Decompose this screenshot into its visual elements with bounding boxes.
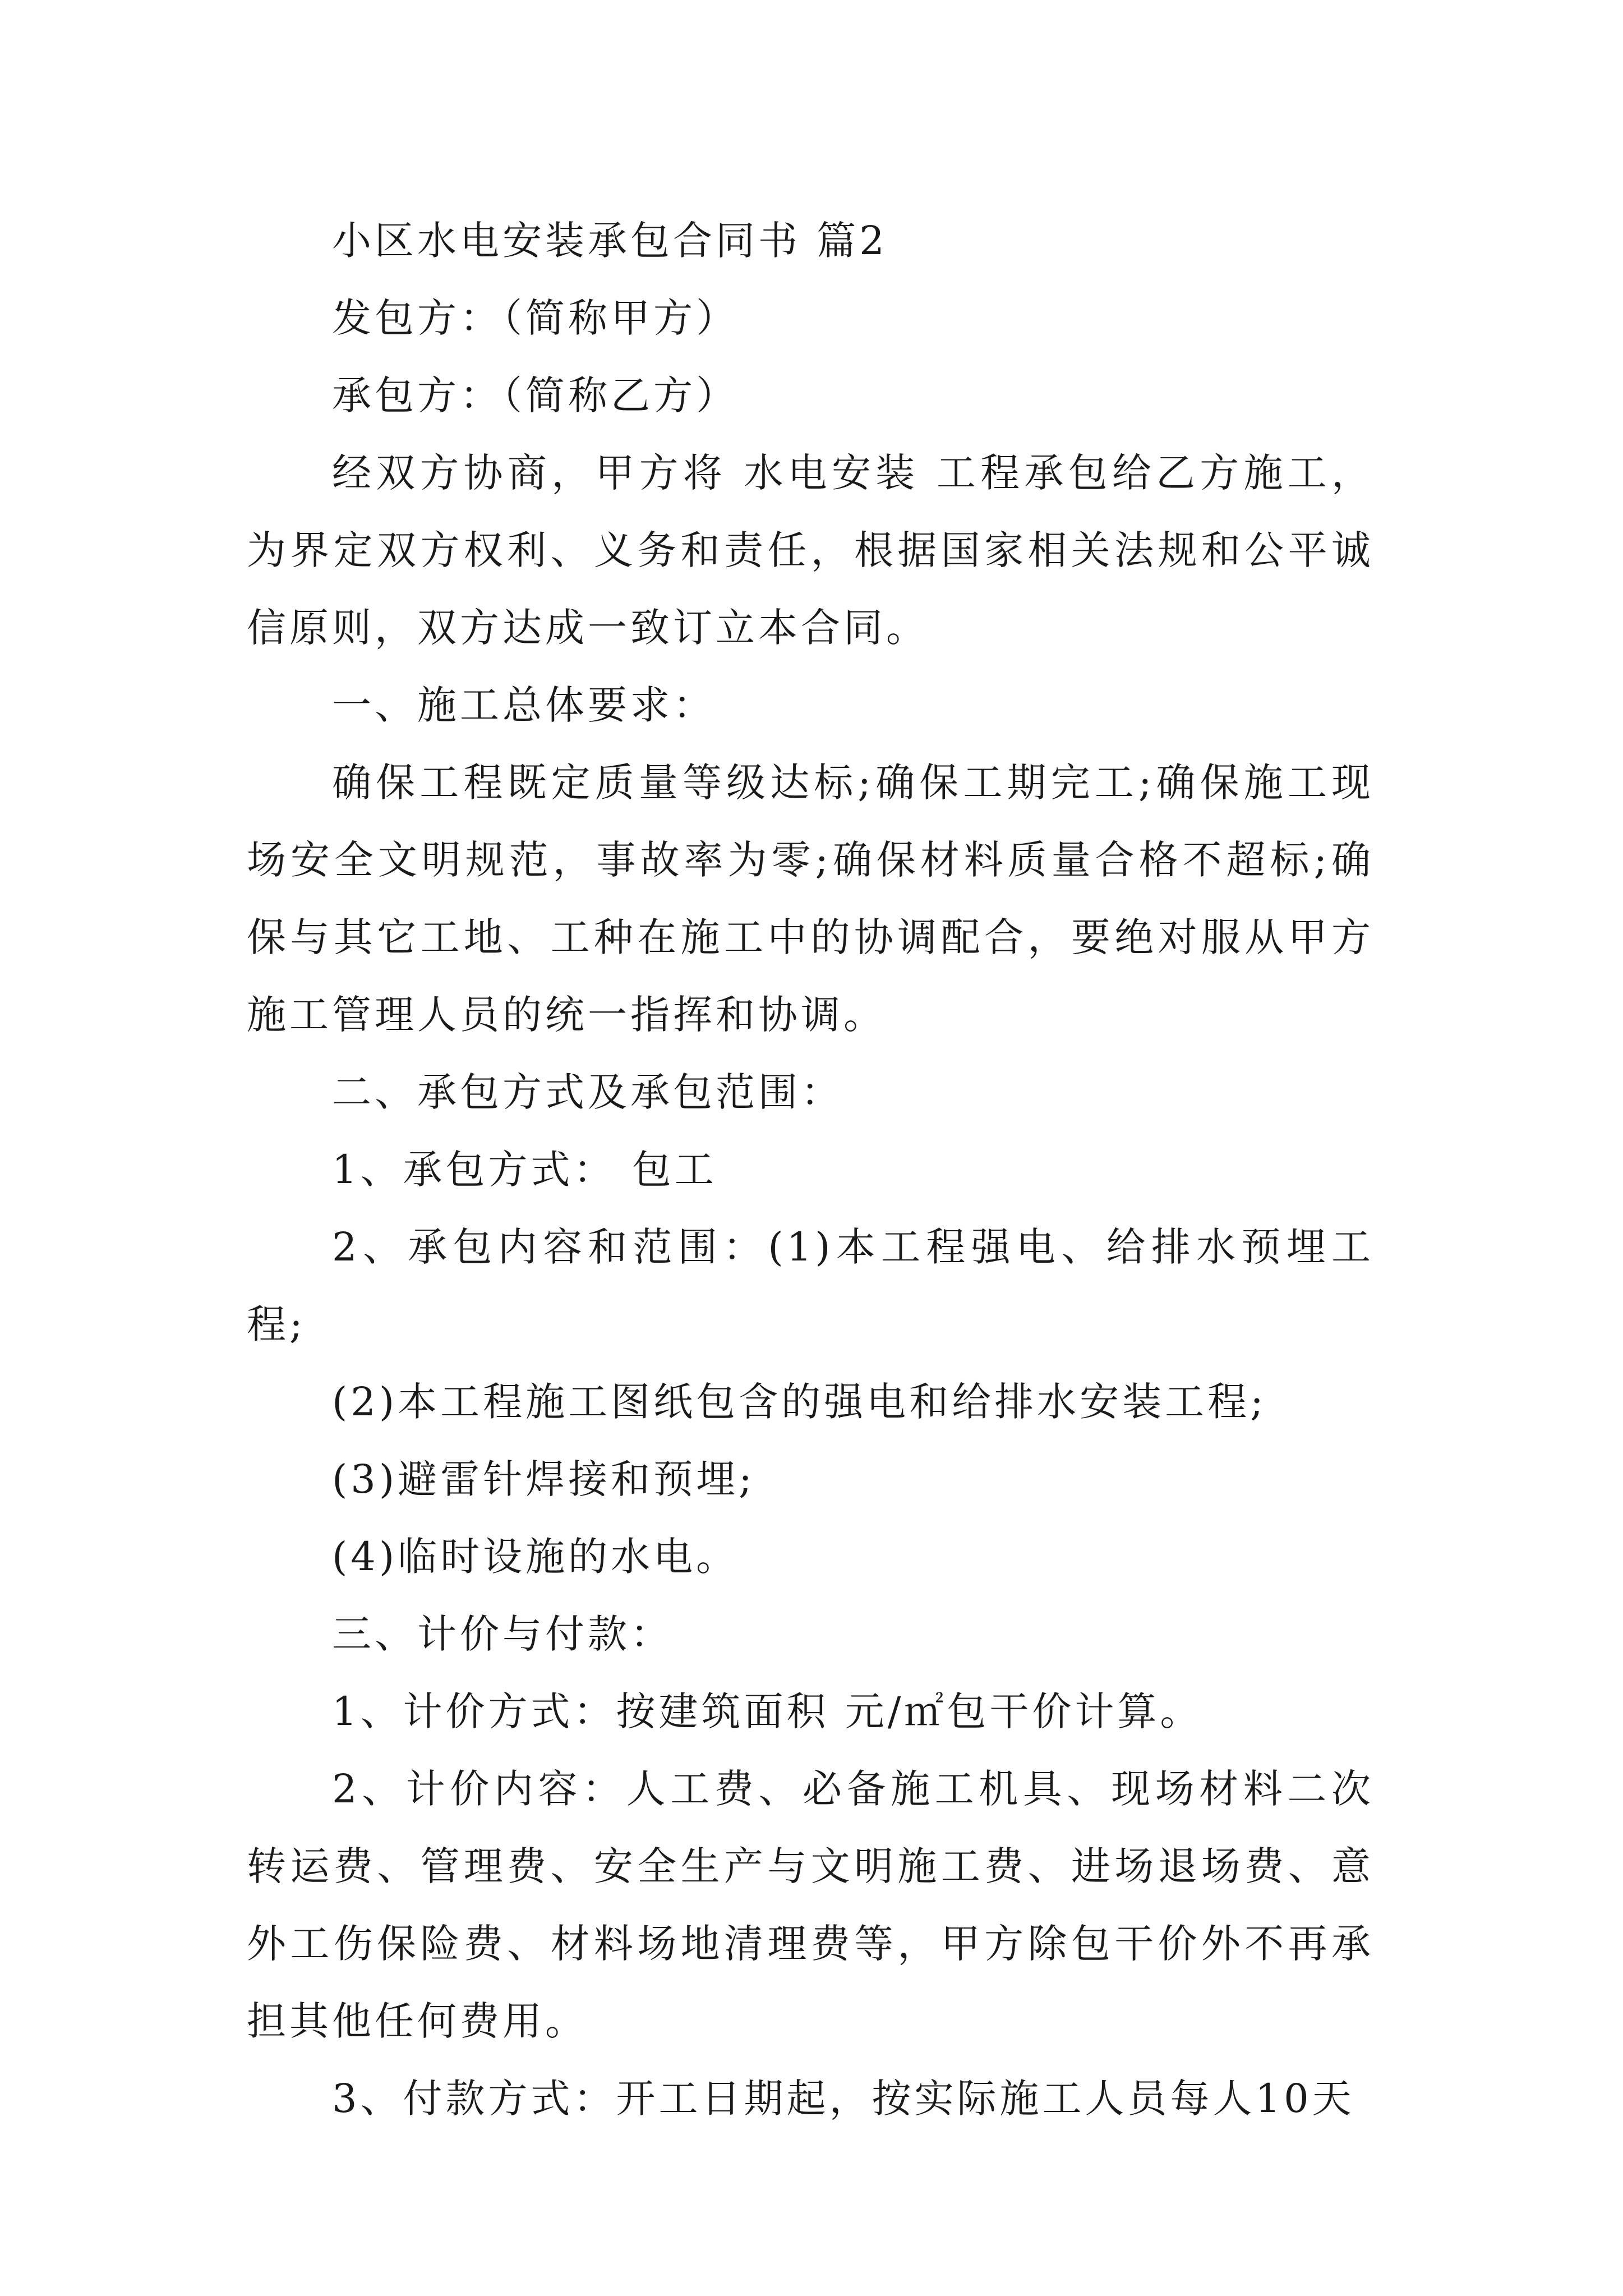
paragraph-scope-item-2: (2)本工程施工图纸包含的强电和给排水安装工程;: [332, 1379, 1267, 1425]
document-title: 小区水电安装承包合同书 篇2: [332, 218, 888, 264]
document-body: [247, 202, 1374, 2137]
paragraph-payment-method: 3、付款方式：开工日期起，按实际施工人员每人10天: [332, 2076, 1355, 2122]
paragraph-scope-item-4: (4)临时设施的水电。: [332, 1534, 739, 1580]
section-heading-requirements: 一、施工总体要求：: [332, 682, 716, 728]
paragraph-preamble: 经双方协商，甲方将 水电安装 工程承包给乙方施工，为界定双方权利、义务和责任，根据国家相关法规和公平诚信原则，双方达成一致订立本合同。: [247, 450, 1374, 651]
paragraph-contractor-employer: 发包方：（简称甲方）: [332, 295, 739, 341]
paragraph-contractor-party-b: 承包方：（简称乙方）: [332, 372, 739, 418]
paragraph-contract-method: 1、承包方式： 包工: [332, 1147, 717, 1193]
paragraph-contract-scope: 2、承包内容和范围：(1)本工程强电、给排水预埋工程;: [247, 1224, 1374, 1347]
section-heading-pricing: 三、计价与付款：: [332, 1611, 673, 1657]
paragraph-requirements: 确保工程既定质量等级达标;确保工期完工;确保施工现场安全文明规范，事故率为零;确保材料质量合格不超标;确保与其它工地、工种在施工中的协调配合，要绝对服从甲方施工管理人员的统一指挥和协调。: [247, 760, 1374, 1038]
section-heading-scope: 二、承包方式及承包范围：: [332, 1069, 843, 1115]
paragraph-pricing-method: 1、计价方式：按建筑面积 元/㎡包干价计算。: [332, 1688, 1203, 1734]
paragraph-scope-item-3: (3)避雷针焊接和预埋;: [332, 1456, 755, 1502]
paragraph-pricing-content: 2、计价内容：人工费、必备施工机具、现场材料二次转运费、管理费、安全生产与文明施工费、进场退场费、意外工伤保险费、材料场地清理费等，甲方除包干价外不再承担其他任何费用。: [247, 1766, 1374, 2044]
